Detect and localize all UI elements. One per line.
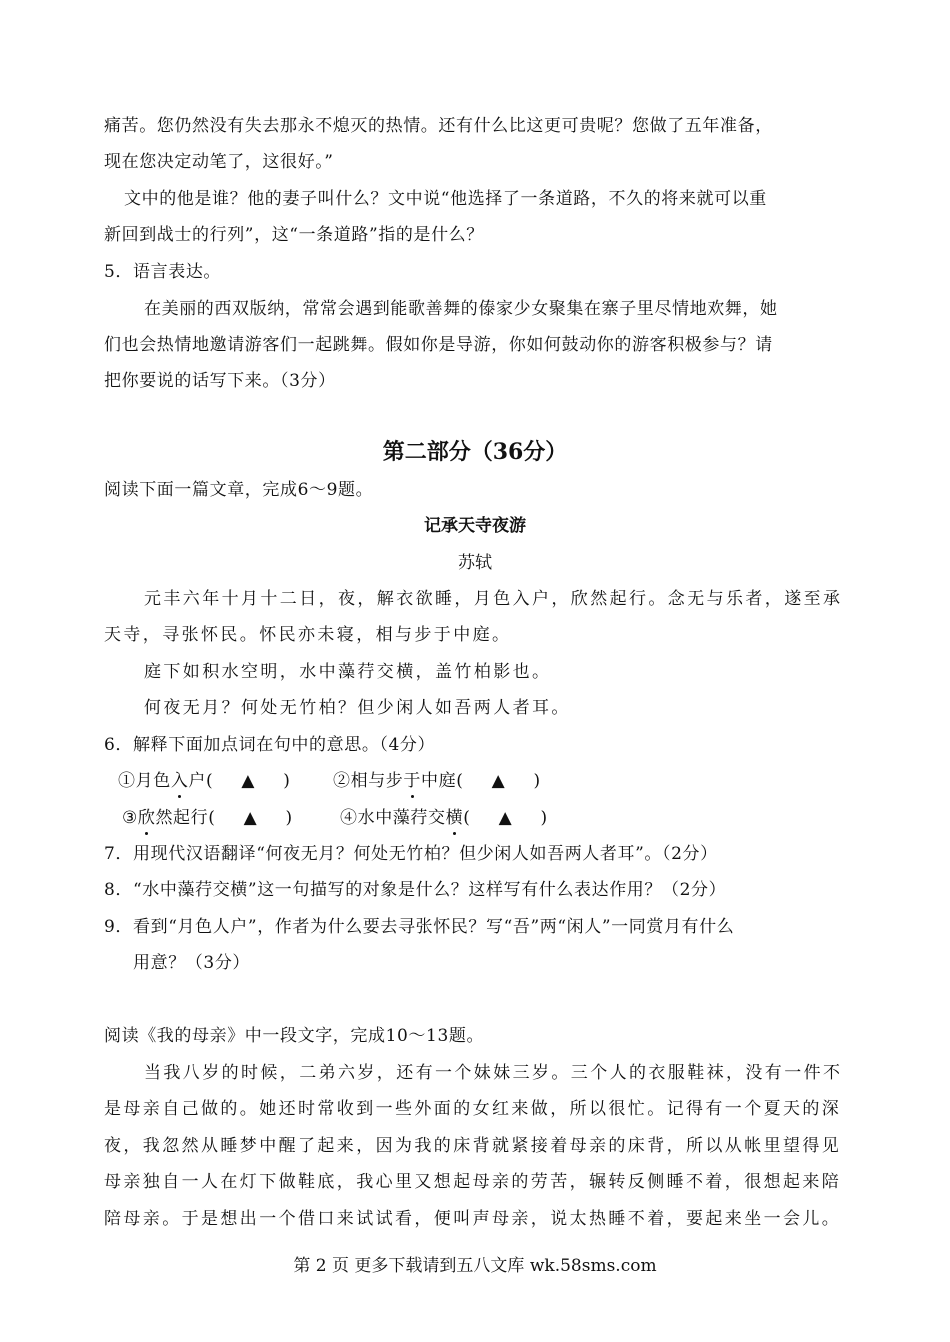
classical-text-line: 元丰六年十月十二日，夜，解衣欲睡，月色入户，欣然起行。念无与乐者，遂至承	[144, 589, 843, 609]
answer-blank-marker: ▲	[498, 808, 513, 828]
passage-line: 是母亲自己做的。她还时常收到一些外面的女红来做，所以很忙。记得有一个夏天的深	[104, 1099, 842, 1119]
question-6-item-2: ②相与步于中庭( ▲ )	[333, 771, 541, 791]
classical-text-line: 天寺，寻张怀民。怀民亦未寝，相与步于中庭。	[104, 625, 512, 645]
question-7: 7．用现代汉语翻译“何夜无月？何处无竹柏？但少闲人如吾两人者耳”。（2分）	[104, 844, 718, 864]
paragraph-line: 现在您决定动笔了，这很好。”	[104, 152, 334, 172]
part-2-title: 第二部分（36分）	[382, 439, 568, 465]
passage-line: 陪母亲。于是想出一个借口来试试看，便叫声母亲，说太热睡不着，要起来坐一会儿。	[104, 1209, 842, 1229]
question-5-line: 把你要说的话写下来。（3分）	[104, 371, 336, 391]
question-9-line: 用意？（3分）	[133, 953, 251, 973]
question-9-line: 9．看到“月色人户”，作者为什么要去寻张怀民？写“吾”两“闲人”一同赏月有什么	[104, 917, 735, 937]
answer-blank-marker: ▲	[241, 771, 256, 791]
passage-line: 夜，我忽然从睡梦中醒了起来，因为我的床背就紧接着母亲的床背，所以从帐里望得见	[104, 1136, 842, 1156]
question-6-item-4: ④水中藻荇交横( ▲ )	[340, 808, 548, 828]
poem-title: 记承天寺夜游	[424, 516, 526, 536]
question-5-heading: 5．语言表达。	[104, 262, 222, 282]
question-8: 8．“水中藻荇交横”这一句描写的对象是什么？这样写有什么表达作用？（2分）	[104, 880, 727, 900]
poem-author: 苏轼	[458, 553, 492, 573]
part-3-intro: 阅读《我的母亲》中一段文字，完成10～13题。	[104, 1026, 485, 1046]
question-line: 文中的他是谁？他的妻子叫什么？文中说“他选择了一条道路，不久的将来就可以重	[124, 189, 767, 209]
question-5-line: 们也会热情地邀请游客们一起跳舞。假如你是导游，你如何鼓动你的游客积极参与？请	[104, 335, 773, 355]
question-5-line: 在美丽的西双版纳，常常会遇到能歌善舞的傣家少女聚集在寨子里尽情地欢舞，她	[144, 299, 778, 319]
question-line: 新回到战士的行列”，这“一条道路”指的是什么？	[104, 225, 484, 245]
classical-text-line: 庭下如积水空明，水中藻荇交横，盖竹柏影也。	[144, 662, 552, 682]
question-6-heading: 6．解释下面加点词在句中的意思。（4分）	[104, 735, 436, 755]
answer-blank-marker: ▲	[243, 808, 258, 828]
page-footer: 第 2 页 更多下载请到五八文库 wk.58sms.com	[293, 1256, 657, 1276]
passage-line: 当我八岁的时候，二弟六岁，还有一个妹妹三岁。三个人的衣服鞋袜，没有一件不	[144, 1063, 843, 1083]
answer-blank-marker: ▲	[491, 771, 506, 791]
classical-text-line: 何夜无月？何处无竹柏？但少闲人如吾两人者耳。	[144, 698, 571, 718]
part-2-intro: 阅读下面一篇文章，完成6～9题。	[104, 480, 374, 500]
passage-line: 母亲独自一人在灯下做鞋底，我心里又想起母亲的劳苦，辗转反侧睡不着，很想起来陪	[104, 1172, 842, 1192]
question-6-item-3: ③欣然起行( ▲ )	[122, 808, 293, 828]
paragraph-line: 痛苦。您仍然没有失去那永不熄灭的热情。还有什么比这更可贵呢？您做了五年准备，	[104, 116, 773, 136]
question-6-item-1: ①月色入户( ▲ )	[118, 771, 291, 791]
